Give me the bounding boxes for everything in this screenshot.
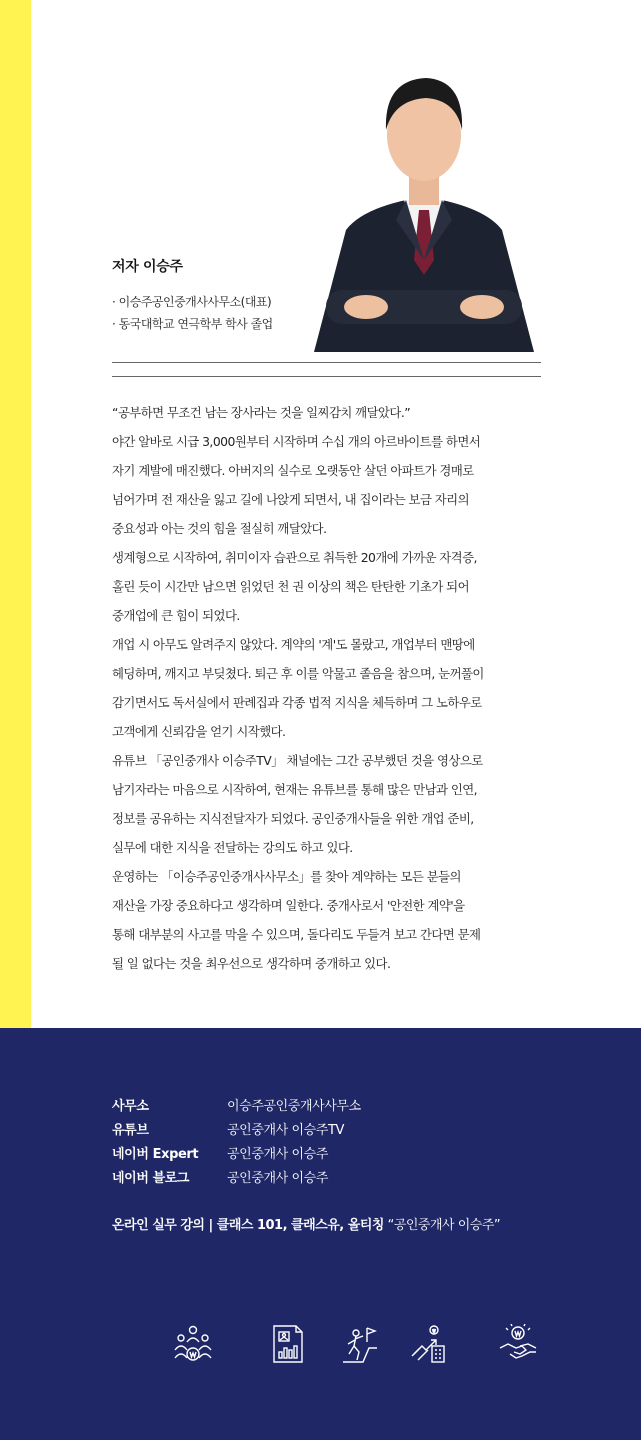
bio-line: 야간 알바로 시급 3,000원부터 시작하며 수십 개의 아르바이트를 하면서 [112, 434, 481, 449]
bio-line: “공부하면 무조건 남는 장사라는 것을 일찌감치 깨달았다.” [112, 405, 411, 420]
info-row-naver-blog [112, 1164, 361, 1188]
bio-line: 헤딩하며, 깨지고 부딪쳤다. 퇴근 후 이를 악물고 졸음을 참으며, 눈꺼풀이 [112, 666, 484, 681]
bio-line: 자기 계발에 매진했다. 아버지의 실수로 오랫동안 살던 아파트가 경매로 [112, 463, 474, 478]
bio-line: 생계형으로 시작하여, 취미이자 습관으로 취득한 20개에 가까운 자격증, [112, 550, 477, 565]
bio-line: 운영하는 「이승주공인중개사사무소」를 찾아 계약하는 모든 분들의 [112, 869, 461, 884]
info-value: 이승주공인중개사사무소 [227, 1098, 361, 1114]
bio-line: 통해 대부분의 사고를 막을 수 있으며, 돌다리도 두들겨 보고 간다면 문제 [112, 927, 481, 942]
contact-panel [0, 1028, 641, 1440]
credential-item: · 동국대학교 연극학부 학사 졸업 [112, 317, 273, 331]
yellow-accent-bar [0, 0, 31, 1028]
bio-line: 개업 시 아무도 알려주지 않았다. 계약의 '계'도 몰랐고, 개업부터 맨땅에 [112, 637, 475, 652]
handshake-money-icon [496, 1324, 540, 1364]
bio-line: 고객에게 신뢰감을 얻기 시작했다. [112, 724, 286, 739]
author-portrait [306, 60, 542, 352]
info-value: 공인중개사 이승주 [227, 1170, 328, 1186]
author-name: 이승주 [143, 259, 183, 275]
lecture-platforms: 온라인 실무 강의 | 클래스 101, 클래스유, 올티칭 [112, 1218, 384, 1233]
icon-row [0, 1324, 641, 1368]
lecture-quote: “공인중개사 이승주” [387, 1218, 501, 1233]
bio-line: 유튜브 「공인중개사 이승주TV」 채널에는 그간 공부했던 것을 영상으로 [112, 753, 483, 768]
info-label: 네이버 Expert [112, 1146, 199, 1162]
document-chart-icon [266, 1324, 310, 1364]
info-row-naver-expert [112, 1140, 361, 1164]
info-label: 사무소 [112, 1098, 149, 1114]
divider-line [112, 376, 541, 377]
credential-item: · 이승주공인중개사사무소(대표) [112, 295, 272, 309]
online-lecture [112, 1214, 500, 1233]
bio-line: 중요성과 아는 것의 힘을 절실히 깨달았다. [112, 521, 327, 536]
author-prefix: 저자 [112, 259, 139, 275]
divider-line [112, 362, 541, 363]
contact-info [112, 1092, 361, 1188]
growth-building-icon [408, 1324, 452, 1364]
author-biography [112, 398, 548, 978]
bio-line: 중개업에 큰 힘이 되었다. [112, 608, 240, 623]
bio-line: 재산을 가장 중요하다고 생각하며 일한다. 중개사로서 '안전한 계약'을 [112, 898, 465, 913]
bio-line: 넘어가며 전 재산을 잃고 길에 나앉게 되면서, 내 집이라는 보금 자리의 [112, 492, 470, 507]
info-value: 공인중개사 이승주TV [227, 1122, 345, 1138]
bio-line: 감기면서도 독서실에서 판례집과 각종 법적 지식을 체득하며 그 노하우로 [112, 695, 482, 710]
bio-line: 정보를 공유하는 지식전달자가 되었다. 공인중개사들을 위한 개업 준비, [112, 811, 474, 826]
bio-line: 홀린 듯이 시간만 남으면 읽었던 천 권 이상의 책은 탄탄한 기초가 되어 [112, 579, 470, 594]
climbing-flag-icon [339, 1324, 383, 1364]
bio-line: 될 일 없다는 것을 최우선으로 생각하며 중개하고 있다. [112, 956, 391, 971]
info-row-office [112, 1092, 361, 1116]
info-label: 유튜브 [112, 1122, 149, 1138]
bio-line: 남기자라는 마음으로 시작하여, 현재는 유튜브를 통해 많은 만남과 인연, [112, 782, 478, 797]
info-label: 네이버 블로그 [112, 1170, 190, 1186]
author-credentials [112, 291, 273, 335]
author-title [112, 256, 183, 276]
people-money-icon [171, 1324, 215, 1364]
info-value: 공인중개사 이승주 [227, 1146, 328, 1162]
info-row-youtube [112, 1116, 361, 1140]
bio-line: 실무에 대한 지식을 전달하는 강의도 하고 있다. [112, 840, 353, 855]
